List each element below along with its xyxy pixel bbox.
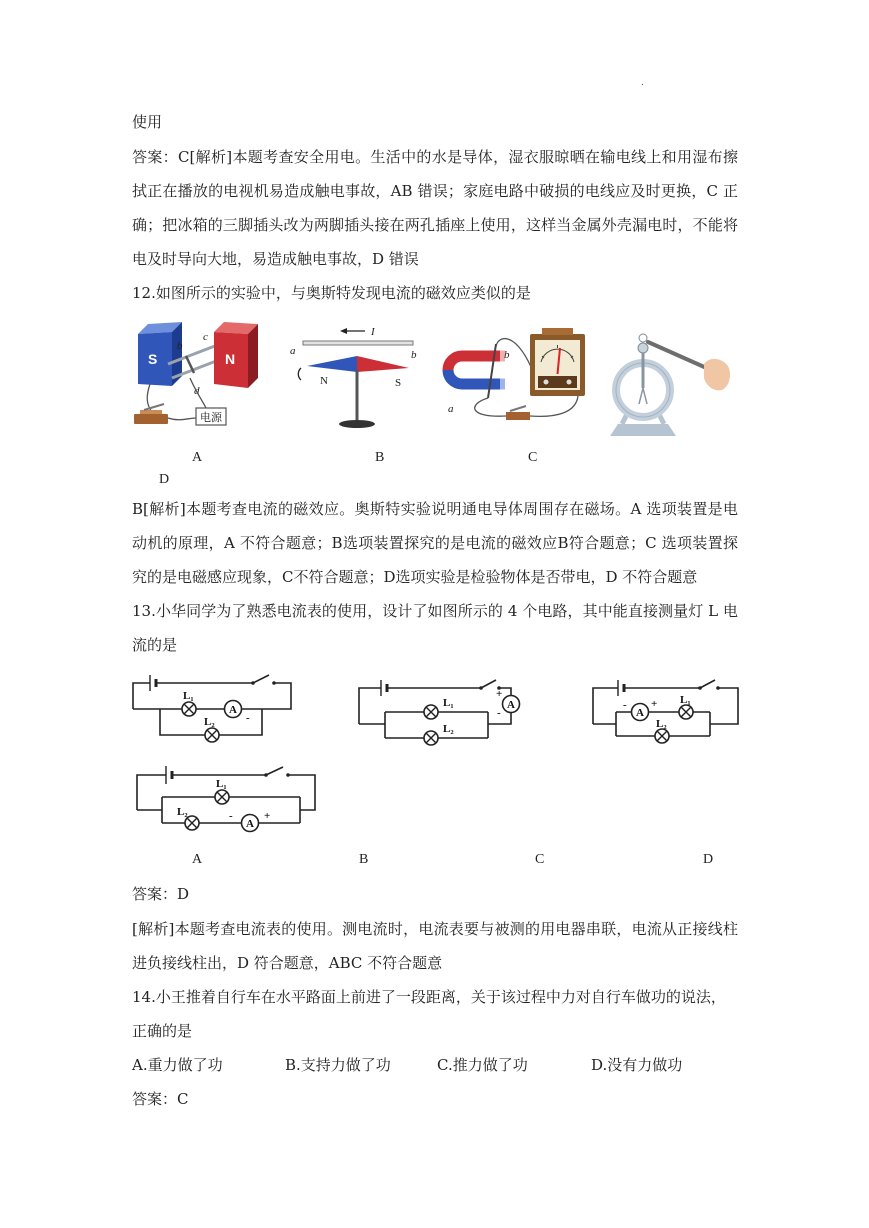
switch: [481, 680, 496, 688]
lamp-l2-label: L₂: [204, 716, 215, 728]
q12-stem: 12.如图所示的实验中，与奥斯特发现电流的磁效应类似的是: [132, 284, 531, 302]
q11-answer-line: 电及时导向大地，易造成触电事故，D 错误: [132, 250, 419, 268]
point-d-label: d: [194, 385, 200, 397]
switch: [266, 767, 283, 775]
q11-continuation: 使用: [132, 113, 163, 131]
q12-answer-line: B[解析]本题考查电流的磁效应。奥斯特实验说明通电导体周围存在磁场。A 选项装置是电: [132, 500, 738, 518]
q12-figure-c: [438, 326, 588, 426]
q11-answer-line: 确；把冰箱的三脚插头改为两脚插头接在两孔插座上使用，这样当金属外壳漏电时，不能将: [132, 216, 738, 234]
ammeter-minus-sign: -: [246, 712, 250, 724]
straight-wire: [303, 341, 413, 345]
lamp-l2-label: L₂: [656, 718, 667, 730]
ammeter-minus-sign: -: [623, 699, 627, 711]
q12-option-label-d: D: [159, 472, 170, 487]
lamp-l1-label: L₁: [680, 694, 691, 706]
q14-answer: 答案：C: [132, 1090, 189, 1108]
lamp-l1: [424, 705, 438, 719]
needle-n-label: N: [320, 375, 328, 387]
lamp-l1-label: L₁: [443, 697, 454, 709]
q13-stem-line: 13.小华同学为了熟悉电流表的使用，设计了如图所示的 4 个电路，其中能直接测量灯 L 电: [132, 602, 738, 620]
ammeter-minus-sign: -: [229, 810, 233, 822]
ammeter-label: A: [636, 707, 644, 719]
ammeter-plus-sign: +: [496, 688, 503, 700]
q13-circuit-b: [353, 676, 531, 750]
q11-answer-line: 拭正在播放的电视机易造成触电事故，AB 错误；家庭电路中破损的电线应及时更换，C 正: [132, 182, 738, 200]
galvanometer: [530, 328, 585, 396]
q13-option-label-a: A: [192, 852, 203, 867]
q12-answer-line: 动机的原理，A 不符合题意；B选项装置探究的是电流的磁效应B符合题意；C 选项装置探: [132, 534, 738, 552]
q12-figure-d: [606, 326, 734, 438]
magnet-s-label: S: [148, 351, 158, 367]
switch: [506, 406, 530, 420]
battery: [150, 675, 156, 691]
point-b-label: b: [177, 340, 183, 352]
q11-answer-line: 答案：C[解析]本题考查安全用电。生活中的水是导体，湿衣服晾晒在输电线上和用湿布擦: [132, 148, 738, 166]
ammeter-label: A: [507, 699, 515, 711]
current-arrow: [340, 328, 365, 334]
power-supply: [196, 408, 226, 425]
compass-needle: [307, 356, 409, 372]
hand: [704, 359, 730, 390]
rod-end-b-label: b: [504, 349, 510, 361]
q14-option-b: B.支持力做了功: [285, 1056, 391, 1074]
q12-answer-line: 究的是电磁感应现象，C不符合题意；D选项实验是检验物体是否带电，D 不符合题意: [132, 568, 698, 586]
q13-stem-line: 流的是: [132, 636, 178, 654]
rod-end-a-label: a: [448, 403, 454, 415]
wire-end-b-label: b: [411, 349, 417, 361]
q14-stem-line: 14.小王推着自行车在水平路面上前进了一段距离，关于该过程中力对自行车做功的说法，: [132, 988, 726, 1006]
q13-analysis-line: 进负接线柱出，D 符合题意，ABC 不符合题意: [132, 954, 443, 972]
q14-option-c: C.推力做了功: [437, 1056, 528, 1074]
ammeter: [503, 696, 520, 713]
red-magnet: [214, 322, 258, 388]
q13-option-label-c: C: [535, 852, 545, 867]
q13-circuit-d: [128, 762, 323, 840]
lamp-l2-label: L₂: [443, 723, 454, 735]
lamp-l1: [679, 705, 693, 719]
switch: [253, 675, 269, 683]
wire: [530, 396, 578, 416]
lamp-l1: [182, 702, 196, 716]
q13-option-label-d: D: [703, 852, 714, 867]
switch: [134, 404, 168, 424]
point-c-label: c: [203, 331, 208, 343]
q12-option-label-c: C: [528, 450, 538, 465]
q14-option-a: A.重力做了功: [132, 1056, 223, 1074]
ammeter-label: A: [246, 818, 254, 830]
ammeter: [242, 815, 259, 832]
battery: [381, 680, 387, 696]
q12-figure-b: [287, 322, 427, 434]
ammeter-label: A: [229, 704, 237, 716]
wire-end-a-label: a: [290, 345, 296, 357]
q12-option-label-b: B: [375, 450, 385, 465]
wire: [475, 398, 506, 416]
battery: [618, 680, 624, 696]
q14-option-d: D.没有力做功: [591, 1056, 683, 1074]
ammeter: [632, 704, 649, 721]
switch: [700, 680, 715, 688]
q12-option-label-a: A: [192, 450, 203, 465]
needle-stand: [339, 370, 375, 428]
lamp-l2: [205, 728, 219, 742]
lamp-l1: [215, 790, 229, 804]
q13-circuit-a: [128, 672, 298, 750]
power-supply-label: 电源: [200, 412, 222, 424]
q13-answer: 答案：D: [132, 885, 190, 903]
magnet-n-label: N: [225, 351, 236, 367]
lamp-l2: [185, 816, 199, 830]
ammeter-minus-sign: -: [497, 707, 501, 719]
q14-stem-line: 正确的是: [132, 1022, 193, 1040]
lamp-l1-label: L₁: [216, 778, 227, 790]
ammeter-plus-sign: +: [651, 698, 658, 710]
q12-figure-a: [130, 318, 265, 433]
corner-mark: .: [641, 78, 644, 88]
rotation-arc: [298, 368, 301, 380]
q13-analysis-line: [解析]本题考查电流表的使用。测电流时，电流表要与被测的用电器串联，电流从正接线柱: [132, 920, 738, 938]
battery: [166, 766, 172, 784]
horseshoe-magnet: [448, 351, 505, 390]
needle-s-label: S: [395, 377, 402, 389]
q13-circuit-c: [588, 676, 744, 750]
lamp-l2-label: L₂: [177, 806, 188, 818]
ammeter: [225, 701, 242, 718]
lamp-l2: [655, 729, 669, 743]
ammeter-plus-sign: +: [264, 810, 271, 822]
current-label: I: [371, 326, 375, 338]
lamp-l2: [424, 731, 438, 745]
lamp-l1-label: L₁: [183, 690, 194, 702]
q13-option-label-b: B: [359, 852, 369, 867]
